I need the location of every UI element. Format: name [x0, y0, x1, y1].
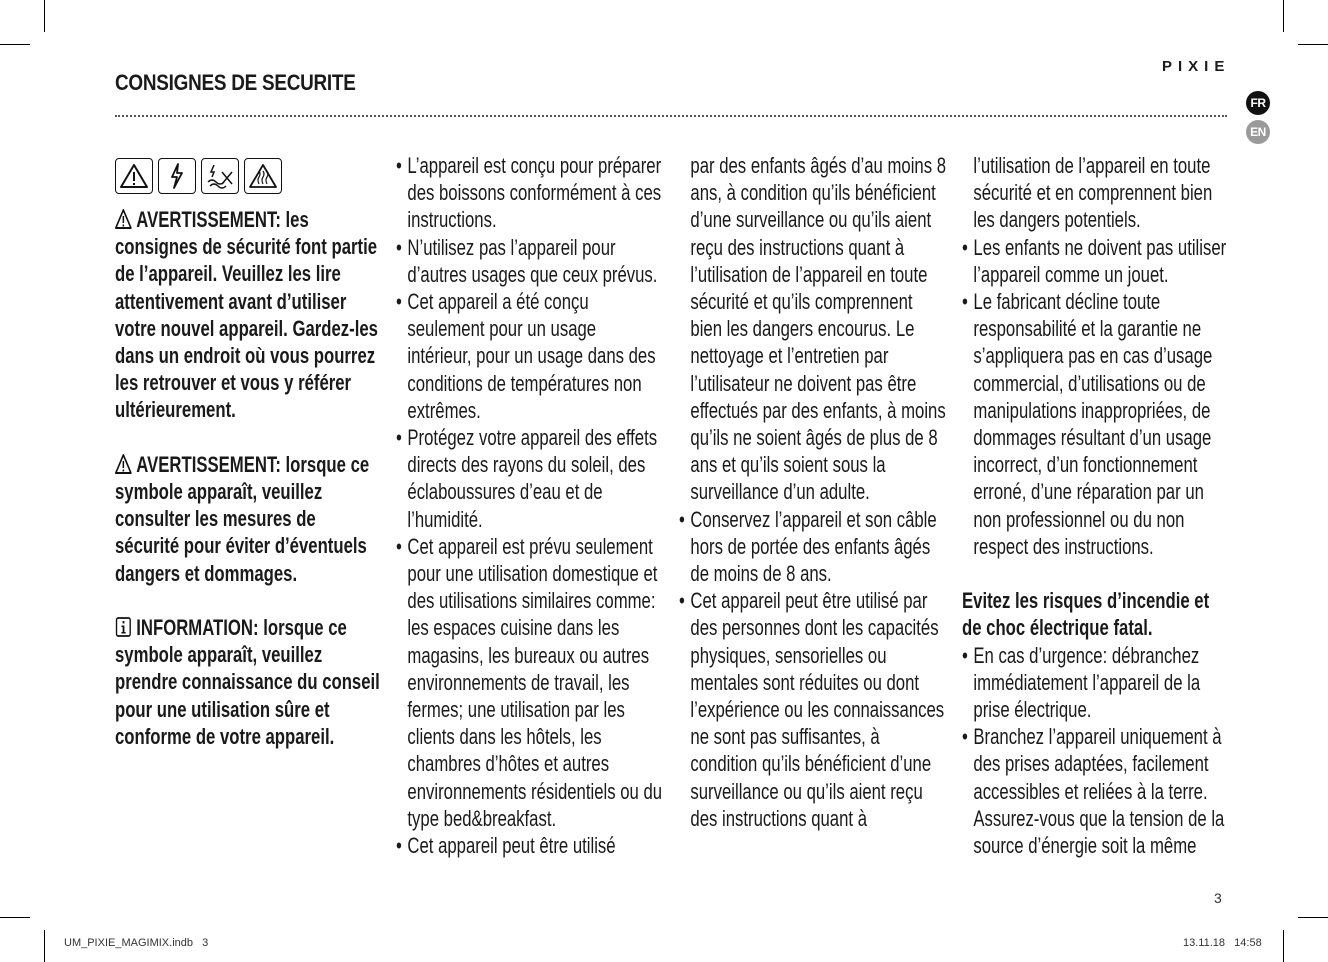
list-item: • En cas d’urgence: débranchez immédiatement l’appareil de la prise électrique.	[962, 642, 1230, 724]
crop-mark	[1298, 917, 1328, 918]
warning-text-2: AVERTISSEMENT: lorsque ce symbole apparaît, veuillez consulter les mesures de sécurité pour éviter d’éventuels dangers et dommages.	[115, 451, 370, 586]
list-item: • N’utilisez pas l’appareil pour d’autres usages que ceux prévus.	[396, 234, 664, 288]
info-icon	[115, 616, 132, 636]
crop-mark	[1283, 0, 1284, 32]
crop-mark	[44, 930, 45, 962]
list-item: • Cet appareil peut être utilisé	[396, 832, 664, 859]
info-text: INFORMATION: lorsque ce symbole apparaît, veuillez prendre connaissance du conseil pour une utilisation sûre et conforme de votre appareil.	[115, 615, 380, 749]
crop-mark	[0, 917, 30, 918]
continuation-text: l’utilisation de l’appareil en toute sécurité et en comprennent bien les dangers potentiels.	[973, 153, 1213, 233]
warning-text-1: AVERTISSEMENT: les consignes de sécurité font partie de l’appareil. Veuillez les lire attentivement avant d’utiliser votre nouvel appareil. Gardez-les dans un endroit où vous pourrez les retrouver et vous y référer ultérieurement.	[115, 207, 378, 423]
footer-date: 13.11.18 14:58	[1183, 937, 1262, 949]
list-item: • Les enfants ne doivent pas utiliser l’appareil comme un jouet.	[962, 234, 1230, 288]
warning-block-2	[115, 451, 383, 587]
language-badge-en[interactable]: EN	[1246, 120, 1270, 144]
warning-triangle-icon	[115, 208, 132, 228]
list-item: • Protégez votre appareil des effets directs des rayons du soleil, des éclaboussures d’eau et de l’humidité.	[396, 424, 664, 533]
crop-mark	[0, 44, 30, 45]
page-number: 3	[1214, 890, 1222, 906]
page-title: CONSIGNES DE SECURITE	[115, 70, 356, 95]
instructions-column-4	[962, 152, 1230, 859]
language-badge-fr[interactable]: FR	[1246, 91, 1270, 115]
continuation-text: par des enfants âgés d’au moins 8 ans, à condition qu’ils bénéficient d’une surveillance ou qu’ils aient reçu des instructions quant à l’utilisation de l’appareil en toute sécurité et qu’ils comprennent bien les dangers encourus. Le nettoyage et l’entretien par l’utilisateur ne doivent pas être effectués par des enfants, à moins qu’ils ne soient âgés de plus de 8 ans et qu’ils soient sous la surveillance d’un adulte.	[690, 153, 947, 505]
dotted-divider	[115, 115, 1227, 117]
list-item: • Cet appareil peut être utilisé par des personnes dont les capacités physiques, sensorielles ou mentales sont réduites ou dont l’expérience ou les connaissances ne sont pas suffisantes, à condition qu’ils bénéficient d’une surveillance ou qu’ils aient reçu des instructions quant à	[679, 587, 947, 832]
list-item: • Cet appareil a été conçu seulement pour un usage intérieur, pour un usage dans des conditions de températures non extrêmes.	[396, 288, 664, 424]
instructions-column-3	[679, 152, 947, 832]
instructions-column-2	[396, 152, 664, 859]
footer-file-info: UM_PIXIE_MAGIMIX.indb 3	[64, 937, 209, 949]
list-item: • Branchez l’appareil uniquement à des prises adaptées, facilement accessibles et reliées à la terre. Assurez-vous que la tension de la source d’énergie soit la même	[962, 723, 1230, 859]
warnings-column	[115, 152, 383, 750]
list-item: • L’appareil est conçu pour préparer des boissons conformément à ces instructions.	[396, 152, 664, 234]
list-item: • Le fabricant décline toute responsabilité et la garantie ne s’appliquera pas en cas d’usage commercial, d’utilisations ou de manipulations inappropriées, de dommages résultant d’un usage incorrect, d’un fonctionnement erroné, d’une réparation par un non professionnel ou du non respect des instructions.	[962, 288, 1230, 560]
list-item: • Conservez l’appareil et son câble hors de portée des enfants âgés de moins de 8 ans.	[679, 506, 947, 588]
section-subheading: Evitez les risques d’incendie et de choc électrique fatal.	[962, 588, 1210, 641]
warning-block-1	[115, 206, 383, 424]
list-item: • Cet appareil est prévu seulement pour une utilisation domestique et des utilisations similaires comme: les espaces cuisine dans les magasins, les bureaux ou autres environnements de travail, les fermes; une utilisation par les clients dans les hôtels, les chambres d’hôtes et autres environnements résidentiels ou du type bed&breakfast.	[396, 533, 664, 832]
crop-mark	[1298, 44, 1328, 45]
crop-mark	[1283, 930, 1284, 962]
warning-triangle-icon	[115, 453, 132, 473]
info-block	[115, 614, 383, 750]
crop-mark	[44, 0, 45, 32]
brand-logo: PIXIE	[1162, 58, 1231, 75]
